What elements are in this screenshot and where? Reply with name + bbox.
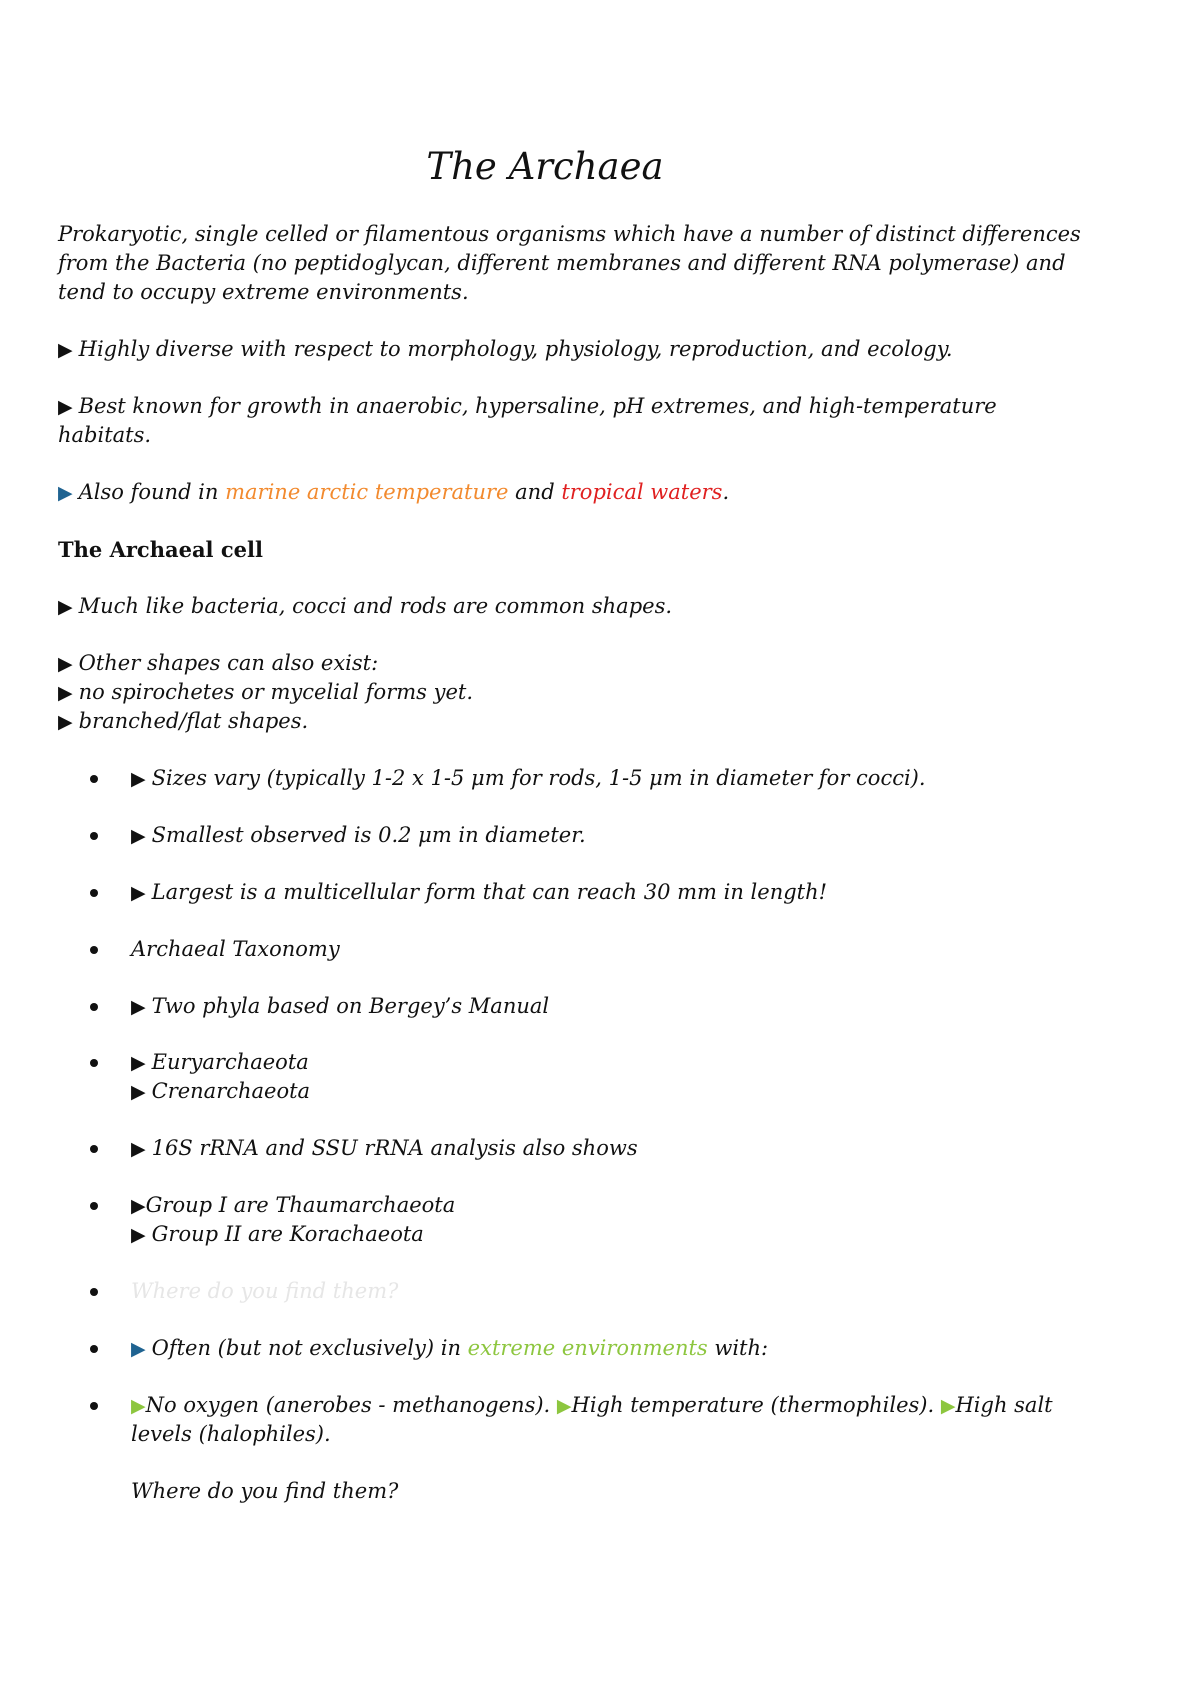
triangle-bullet-icon: ▶ <box>131 1138 146 1160</box>
point-diverse: ▶ Highly diverse with respect to morphology, physiology, reproduction, and ecology. <box>58 335 1038 365</box>
intro-line-2: from the Bacteria (no peptidoglycan, different membranes and different RNA polymerase) and <box>58 251 1066 275</box>
bullet-dot-icon <box>90 946 98 954</box>
point-also-found: ▶ Also found in marine arctic temperature and tropical waters. <box>58 478 1038 508</box>
bullet-dot-icon <box>90 1003 98 1011</box>
bullet-dot-icon <box>90 775 98 783</box>
bullet-dot-icon <box>90 1059 98 1067</box>
triangle-bullet-icon: ▶ <box>131 1224 146 1246</box>
triangle-bullet-icon: ▶ <box>131 825 146 847</box>
document-page: The Archaea Prokaryotic, single celled or filamentous organisms which have a number of distinct differences from the Bacteria (no peptidoglycan, different membranes and different RNA polymerase) and tend to occupy extreme environments. ▶ Highly diverse with respect to morphology, physiology, reproduction, and ecology. ▶ Best known for growth in anaerobic, hypersaline, pH extremes, and high-temperature habitats. ▶ Also found in marine arctic temperature and tropical waters. The Archaeal cell ▶ Much like bacteria, cocci and rods are common shapes. ▶ Other shapes can also exist: ▶ no spirochetes or mycelial forms yet. ▶ branched/flat shapes. ▶ Sizes vary (typically 1-2 x 1-5 μm for rods, 1-5 μm in diameter for cocci). ▶ Smallest observed is 0.2 μm in diameter. ▶ Largest is a multicellular form that can reach 30 mm in length! Archaeal Taxonomy ▶ Two phyla based on Bergey’s Manual ▶ Euryarchaeota ▶ Crenarchaeota ▶ 16S rRNA and SSU rRNA analysis also shows ▶Group I are Thaumarchaeota ▶ Group II are Korachaeota Where do you find them? ▶ Often (but not exclusively) in extreme environments with: ▶No oxygen (anerobes - methanogens). ▶High temperature (thermophiles). ▶High salt levels (halophiles). Where do you find them? <box>0 0 1200 1698</box>
point-branched: ▶ branched/flat shapes. <box>58 707 1038 737</box>
highlight-green: extreme environments <box>467 1336 708 1360</box>
point-best-known-cont: habitats. <box>58 423 152 447</box>
triangle-bullet-icon: ▶ <box>131 996 146 1018</box>
faint-text: Where do you find them? <box>131 1279 399 1303</box>
triangle-bullet-icon: ▶ <box>58 711 73 733</box>
triangle-bullet-icon: ▶ <box>940 1395 956 1417</box>
bullet-dot-icon <box>90 1202 98 1210</box>
bullet-dot-icon <box>90 889 98 897</box>
bullet-dot-icon <box>90 1145 98 1153</box>
triangle-bullet-icon: ▶ <box>58 682 73 704</box>
triangle-bullet-icon: ▶ <box>131 1081 146 1103</box>
bullet-dot-icon <box>90 1288 98 1296</box>
triangle-bullet-icon: ▶ <box>131 882 146 904</box>
triangle-bullet-icon: ▶ <box>131 1052 146 1074</box>
triangle-bullet-icon: ▶ <box>556 1395 572 1417</box>
triangle-bullet-icon: ▶ <box>131 1195 146 1217</box>
triangle-bullet-icon: ▶ <box>131 1338 146 1360</box>
page-title: The Archaea <box>426 145 664 188</box>
highlight-orange: marine arctic temperature <box>225 480 509 504</box>
bullet-dot-icon <box>90 832 98 840</box>
highlight-red: tropical waters <box>561 480 723 504</box>
point-like-bacteria: ▶ Much like bacteria, cocci and rods are common shapes. <box>58 592 1038 622</box>
triangle-bullet-icon: ▶ <box>58 396 73 418</box>
triangle-bullet-icon: ▶ <box>58 596 73 618</box>
triangle-bullet-icon: ▶ <box>58 653 73 675</box>
triangle-bullet-icon: ▶ <box>131 1395 146 1417</box>
point-no-spirochetes: ▶ no spirochetes or mycelial forms yet. <box>58 678 1038 708</box>
triangle-bullet-icon: ▶ <box>58 482 73 504</box>
triangle-bullet-icon: ▶ <box>58 339 73 361</box>
intro-line-1: Prokaryotic, single celled or filamentous organisms which have a number of distinct differences <box>58 222 1081 246</box>
triangle-bullet-icon: ▶ <box>131 768 146 790</box>
point-best-known: ▶ Best known for growth in anaerobic, hypersaline, pH extremes, and high-temperature <box>58 392 1038 422</box>
point-other-shapes: ▶ Other shapes can also exist: <box>58 649 1038 679</box>
section-heading: The Archaeal cell <box>58 537 263 562</box>
bullet-dot-icon <box>90 1402 98 1410</box>
intro-line-3: tend to occupy extreme environments. <box>58 280 469 304</box>
bullet-dot-icon <box>90 1345 98 1353</box>
